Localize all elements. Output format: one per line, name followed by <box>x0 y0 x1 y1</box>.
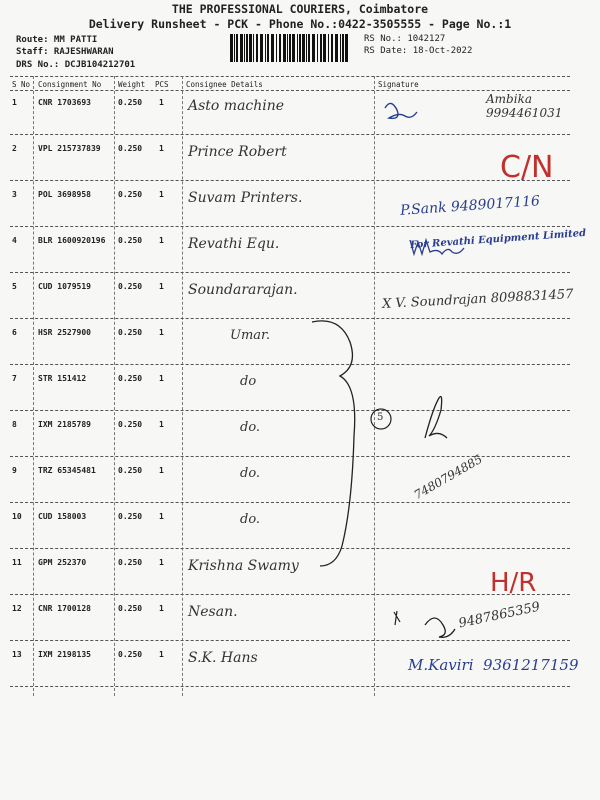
circled-number: 5 <box>377 412 384 423</box>
col-signature-header: Signature <box>378 80 419 89</box>
hr-red-mark: H/R <box>490 568 537 598</box>
col-consignee-header: Consignee Details <box>186 80 263 89</box>
row-consignee-handwritten: Revathi Equ. <box>188 236 280 252</box>
row-consignee-handwritten: Soundararajan. <box>188 282 298 298</box>
row-pcs: 1 <box>159 466 164 475</box>
col-consignment-header: Consignment No <box>38 80 102 89</box>
phone-number-row9: 7480794885 <box>411 451 485 503</box>
row-pcs: 1 <box>159 650 164 659</box>
row-consignment-number: CNR 1700128 <box>38 604 91 613</box>
row-pcs: 1 <box>159 144 164 153</box>
row-consignee-handwritten: Nesan. <box>188 604 238 620</box>
row-weight: 0.250 <box>118 190 143 199</box>
col-weight-header: Weight <box>118 80 146 89</box>
row-serial-number: 3 <box>12 190 17 199</box>
row-pcs: 1 <box>159 558 164 567</box>
row-weight: 0.250 <box>118 328 143 337</box>
row-weight: 0.250 <box>118 558 143 567</box>
rs-number: RS No.: 1042127 <box>364 34 446 44</box>
row-consignment-number: IXM 2185789 <box>38 420 91 429</box>
row-consignment-number: TRZ 65345481 <box>38 466 96 475</box>
phone-number-row12: 9487865359 <box>457 599 542 632</box>
revathi-stamp: For Revathi Equipment Limited <box>409 227 587 252</box>
row-serial-number: 10 <box>12 512 22 521</box>
row-weight: 0.250 <box>118 282 143 291</box>
route-label: Route: MM PATTI <box>16 35 98 45</box>
row-serial-number: 2 <box>12 144 17 153</box>
row-pcs: 1 <box>159 328 164 337</box>
signature-ambika: Ambika 9994461031 <box>486 92 563 120</box>
signature-mkaviri: M.Kaviri 9361217159 <box>408 656 579 674</box>
row-weight: 0.250 <box>118 236 143 245</box>
row-pcs: 1 <box>159 190 164 199</box>
row-pcs: 1 <box>159 374 164 383</box>
row-serial-number: 7 <box>12 374 17 383</box>
row-pcs: 1 <box>159 282 164 291</box>
signature-psank: P.Sank 9489017116 <box>399 193 541 219</box>
row-serial-number: 12 <box>12 604 22 613</box>
row-consignment-number: STR 151412 <box>38 374 87 383</box>
row-consignment-number: IXM 2198135 <box>38 650 91 659</box>
row-consignment-number: BLR 1600920196 <box>38 236 106 245</box>
row-consignment-number: GPM 252370 <box>38 558 87 567</box>
row-weight: 0.250 <box>118 144 143 153</box>
row-consignee-handwritten: Krishna Swamy <box>188 558 299 574</box>
row-serial-number: 13 <box>12 650 22 659</box>
row-serial-number: 6 <box>12 328 17 337</box>
row-consignee-handwritten: Prince Robert <box>188 144 287 160</box>
row-consignment-number: CUD 1079519 <box>38 282 91 291</box>
row-weight: 0.250 <box>118 466 143 475</box>
row-weight: 0.250 <box>118 512 143 521</box>
row-weight: 0.250 <box>118 374 143 383</box>
runsheet-subtitle: Delivery Runsheet - PCK - Phone No.:0422-3505555 - Page No.:1 <box>88 17 512 31</box>
row-serial-number: 1 <box>12 98 17 107</box>
row-pcs: 1 <box>159 236 164 245</box>
row-pcs: 1 <box>159 420 164 429</box>
row-consignee-handwritten: do <box>240 374 257 389</box>
row-pcs: 1 <box>159 98 164 107</box>
row-serial-number: 5 <box>12 282 17 291</box>
row-weight: 0.250 <box>118 420 143 429</box>
row-consignment-number: CNR 1703693 <box>38 98 91 107</box>
row-consignee-handwritten: Suvam Printers. <box>188 190 303 206</box>
staff-label: Staff: RAJESHWARAN <box>16 47 114 57</box>
row-consignee-handwritten: do. <box>240 512 261 527</box>
row-weight: 0.250 <box>118 98 143 107</box>
col-sno-header: S No <box>12 80 31 89</box>
row-serial-number: 8 <box>12 420 17 429</box>
row-serial-number: 4 <box>12 236 17 245</box>
row-consignment-number: POL 3698958 <box>38 190 91 199</box>
row-serial-number: 9 <box>12 466 17 475</box>
row-consignee-handwritten: Asto machine <box>188 98 285 114</box>
col-pcs-header: PCS <box>155 80 169 89</box>
cn-red-mark: C/N <box>500 150 554 185</box>
row-consignee-handwritten: do. <box>240 466 261 481</box>
signature-soundrajan: X V. Soundrajan 8098831457 <box>381 286 574 313</box>
row-consignee-handwritten: S.K. Hans <box>188 650 258 666</box>
row-weight: 0.250 <box>118 650 143 659</box>
company-title: THE PROFESSIONAL COURIERS, Coimbatore <box>171 2 429 16</box>
drs-label: DRS No.: DCJB104212701 <box>16 60 136 70</box>
row-consignment-number: HSR 2527900 <box>38 328 91 337</box>
row-pcs: 1 <box>159 604 164 613</box>
row-consignee-handwritten: Umar. <box>230 328 270 343</box>
row-pcs: 1 <box>159 512 164 521</box>
row-consignment-number: VPL 215737839 <box>38 144 101 153</box>
row-consignee-handwritten: do. <box>240 420 261 435</box>
row-weight: 0.250 <box>118 604 143 613</box>
row-serial-number: 11 <box>12 558 22 567</box>
row-consignment-number: CUD 158003 <box>38 512 87 521</box>
rs-date: RS Date: 18-Oct-2022 <box>364 46 473 56</box>
